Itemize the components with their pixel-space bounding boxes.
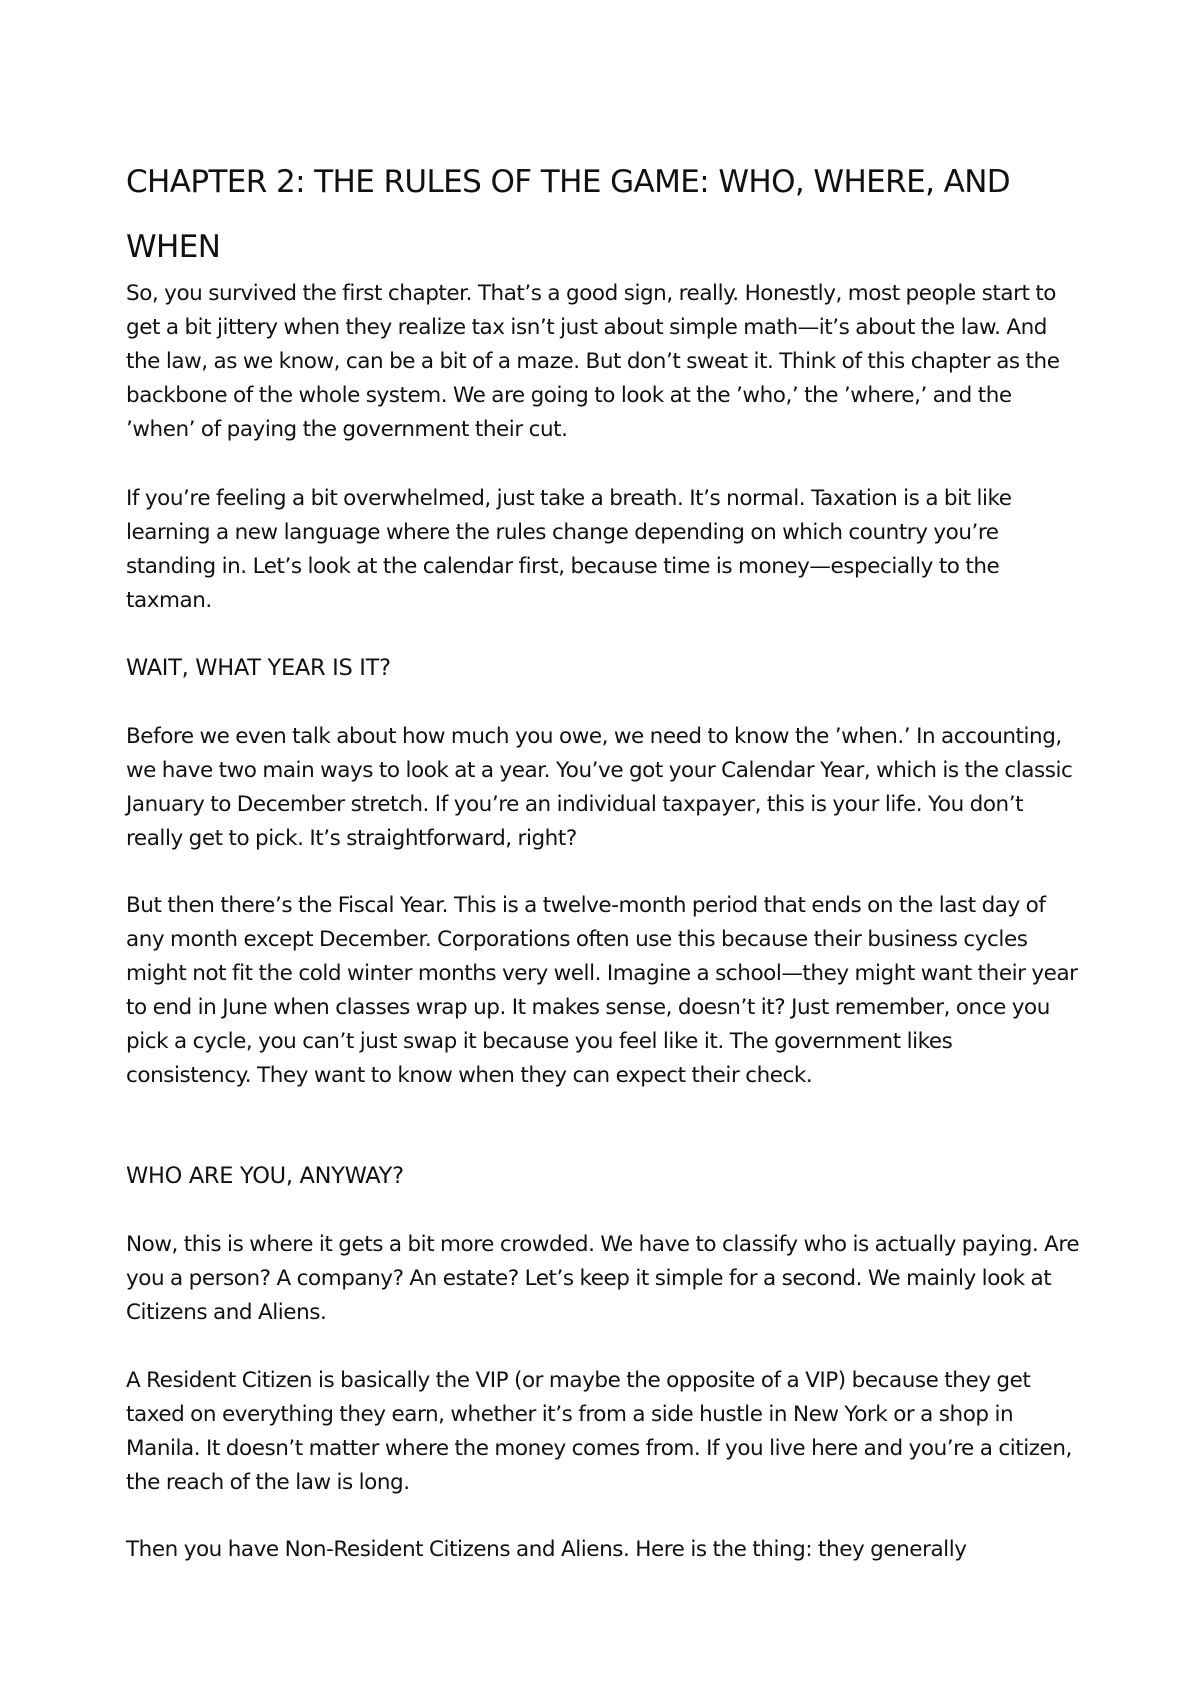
paragraph-who-1: Now, this is where it gets a bit more crowded. We have to classify who is actually paying. Are you a person? A company? An estate? Let’s keep it simple for a second. We mainly look at Citizens and Aliens. [126,1232,1080,1325]
paragraph-intro-2: If you’re feeling a bit overwhelmed, just take a breath. It’s normal. Taxation is a bit like learning a new language where the rules change depending on which country you’re standing in. Let’s look at the calendar first, because time is money—especially to the taxman. [126,486,1012,613]
paragraph-year-2: But then there’s the Fiscal Year. This is a twelve-month period that ends on the last day of any month except December. Corporations often use this because their business cycles might not fit the cold winter months very well. Imagine a school—they might want their year to end in June when classes wrap up. It makes sense, doesn’t it? Just remember, once you pick a cycle, you can’t just swap it because you feel like it. The government likes consistency. They want to know when they can expect their check. [126,893,1078,1088]
section-heading-who: WHO ARE YOU, ANYWAY? [126,1163,404,1189]
paragraph-who-2: A Resident Citizen is basically the VIP (or maybe the opposite of a VIP) because they get taxed on everything they earn, whether it’s from a side hustle in New York or a shop in Manila. It doesn’t matter where the money comes from. If you live here and you’re a citizen, the reach of the law is long. [126,1368,1072,1495]
paragraph-who-3: Then you have Non-Resident Citizens and Aliens. Here is the thing: they generally [126,1537,967,1562]
paragraph-intro-1: So, you survived the first chapter. That’s a good sign, really. Honestly, most people start to get a bit jittery when they realize tax isn’t just about simple math—it’s about the law. And the law, as we know, can be a bit of a maze. But don’t sweat it. Think of this chapter as the backbone of the whole system. We are going to look at the ’who,’ the ’where,’ and the ’when’ of paying the government their cut. [126,281,1060,442]
paragraph-year-1: Before we even talk about how much you owe, we need to know the ’when.’ In accounting, we have two main ways to look at a year. You’ve got your Calendar Year, which is the classic January to December stretch. If you’re an individual taxpayer, this is your life. You don’t really get to pick. It’s straightforward, right? [126,724,1073,851]
chapter-title: CHAPTER 2: THE RULES OF THE GAME: WHO, WHERE, AND WHEN [126,164,1011,265]
section-heading-year: WAIT, WHAT YEAR IS IT? [126,655,391,681]
